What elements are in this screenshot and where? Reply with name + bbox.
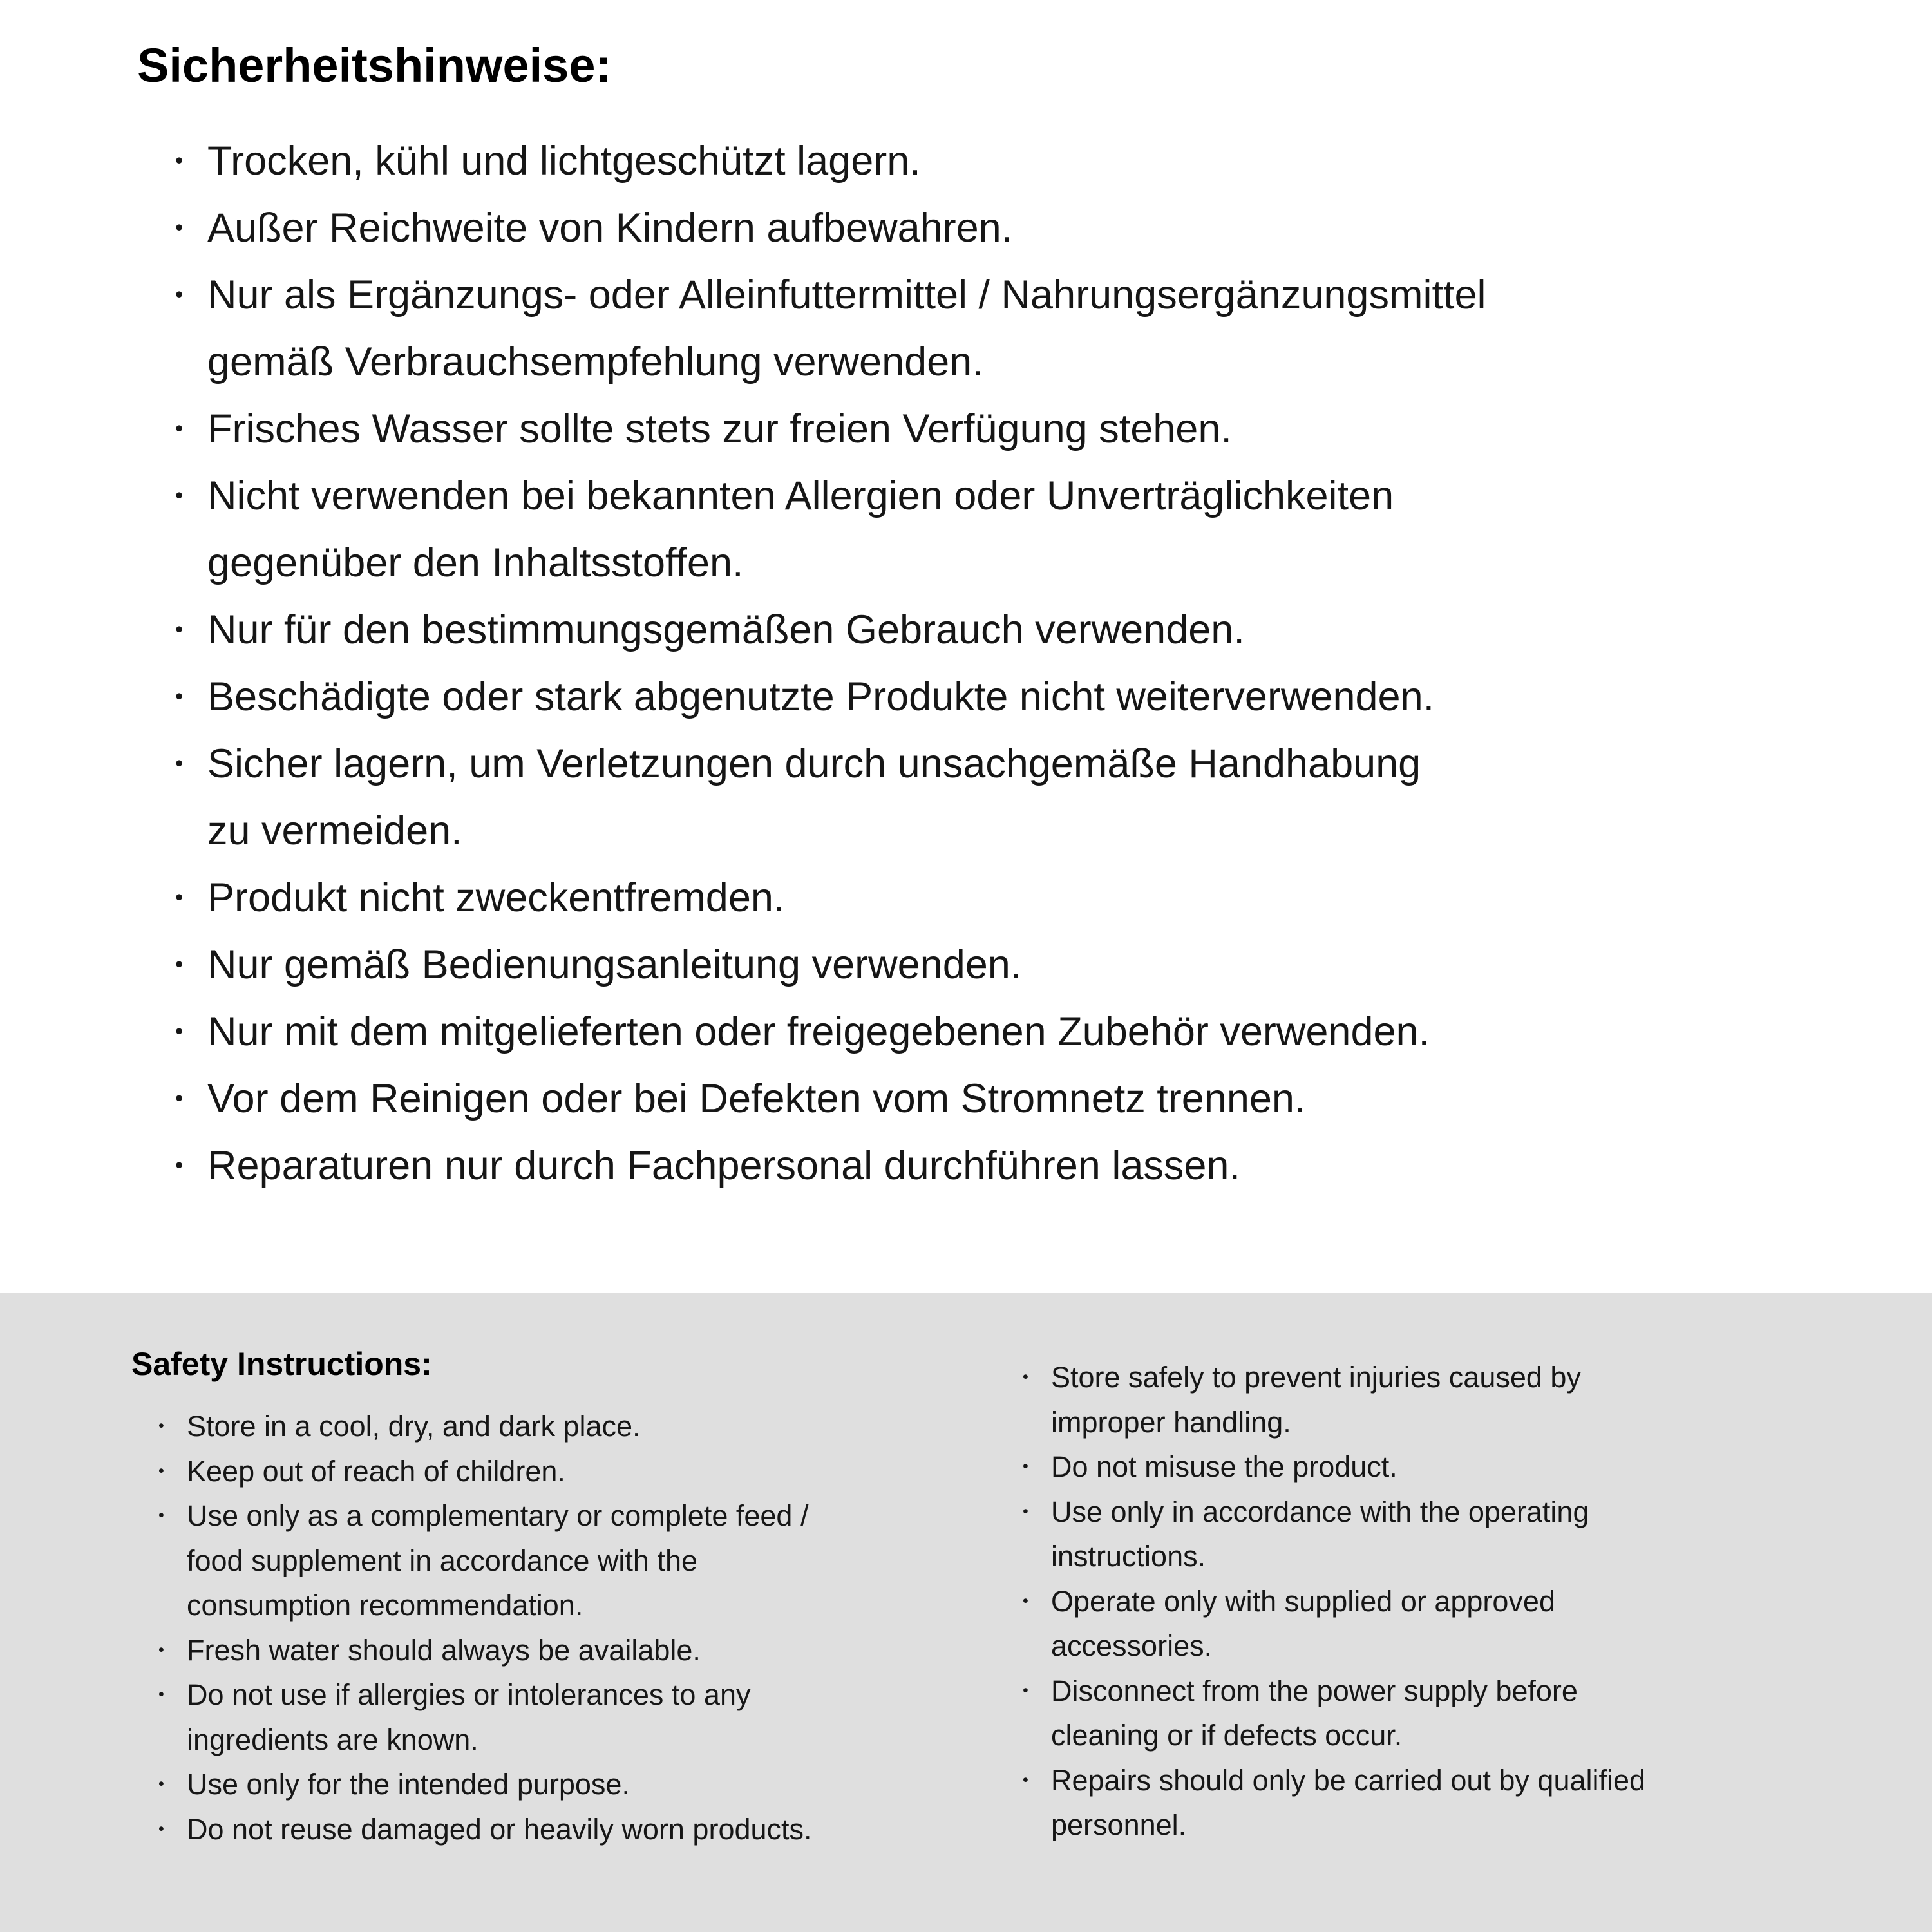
bullet-icon: • (1023, 1681, 1028, 1700)
instruction-line-text: Use only for the intended purpose. (187, 1768, 630, 1801)
bullet-icon: • (175, 483, 184, 508)
instruction-line-text: Use only in accordance with the operating (1051, 1495, 1589, 1528)
bullet-spacer (158, 1539, 187, 1584)
bullet-spacer (158, 1718, 187, 1763)
instruction-line-text: Use only as a complementary or complete feed / (187, 1499, 809, 1532)
instruction-line (175, 194, 1850, 261)
instruction-line (158, 1404, 996, 1449)
instruction-line (1023, 1400, 1899, 1445)
instruction-line-text: Außer Reichweite von Kindern aufbewahren. (207, 205, 1013, 251)
german-section-heading: Sicherheitshinweise: (137, 39, 612, 92)
bullet-icon: • (175, 416, 184, 441)
bullet-spacer (175, 797, 207, 864)
instruction-line-text: Store in a cool, dry, and dark place. (187, 1410, 641, 1443)
instruction-line (1023, 1713, 1899, 1758)
bullet-icon: • (175, 684, 184, 709)
english-safety-section (0, 1293, 1932, 1932)
instruction-line (158, 1539, 996, 1584)
bullet-spacer (158, 1583, 187, 1628)
instruction-line-text: Beschädigte oder stark abgenutzte Produkte nicht weiterverwenden. (207, 674, 1435, 719)
instruction-line (1023, 1534, 1899, 1579)
instruction-line (175, 1132, 1850, 1199)
instruction-line-text: cleaning or if defects occur. (1051, 1719, 1403, 1752)
bullet-spacer (1023, 1534, 1051, 1579)
instruction-line-text: Nur als Ergänzungs- oder Alleinfuttermittel / Nahrungsergänzungsmittel (207, 272, 1486, 317)
bullet-icon: • (175, 148, 184, 173)
instruction-line-text: Frisches Wasser sollte stets zur freien Verfügung stehen. (207, 406, 1232, 451)
bullet-icon: • (158, 1461, 164, 1480)
instruction-line-text: Repairs should only be carried out by qualified (1051, 1763, 1646, 1797)
instruction-line-text: ingredients are known. (187, 1723, 478, 1756)
instruction-line-text: consumption recommendation. (187, 1589, 583, 1622)
instruction-line (175, 261, 1850, 328)
instruction-line (1023, 1803, 1899, 1848)
bullet-spacer (175, 529, 207, 596)
bullet-spacer (1023, 1803, 1051, 1848)
instruction-line-text: Nicht verwenden bei bekannten Allergien oder Unverträglichkeiten (207, 473, 1394, 518)
instruction-line (1023, 1758, 1899, 1803)
bullet-icon: • (158, 1417, 164, 1435)
english-instructions-right-column (1023, 1355, 1899, 1848)
bullet-icon: • (175, 1153, 184, 1178)
instruction-line (1023, 1669, 1899, 1714)
instruction-line-text: Reparaturen nur durch Fachpersonal durchführen lassen. (207, 1143, 1240, 1188)
instruction-line (175, 128, 1850, 194)
bullet-icon: • (158, 1775, 164, 1793)
instruction-line-text: Nur mit dem mitgelieferten oder freigegebenen Zubehör verwenden. (207, 1009, 1430, 1054)
instruction-line (158, 1493, 996, 1539)
instruction-line-text: Keep out of reach of children. (187, 1454, 565, 1488)
instruction-line (175, 462, 1850, 529)
bullet-icon: • (175, 1019, 184, 1044)
instruction-line (158, 1628, 996, 1673)
instruction-line-text: Do not reuse damaged or heavily worn products. (187, 1812, 812, 1846)
instruction-line (175, 596, 1850, 663)
bullet-icon: • (175, 215, 184, 240)
instruction-line (158, 1449, 996, 1494)
instruction-line-text: Vor dem Reinigen oder bei Defekten vom Stromnetz trennen. (207, 1076, 1306, 1121)
bullet-icon: • (175, 751, 184, 776)
instruction-line (1023, 1624, 1899, 1669)
bullet-icon: • (175, 1086, 184, 1111)
instruction-line (158, 1718, 996, 1763)
bullet-spacer (175, 328, 207, 395)
instruction-line (175, 395, 1850, 462)
instruction-line-text: personnel. (1051, 1808, 1187, 1841)
instruction-line (175, 998, 1850, 1065)
instruction-line-text: Sicher lagern, um Verletzungen durch unsachgemäße Handhabung (207, 741, 1421, 786)
instruction-line-text: Disconnect from the power supply before (1051, 1674, 1578, 1707)
bullet-icon: • (158, 1640, 164, 1659)
instruction-line (175, 529, 1850, 596)
instruction-line-text: Operate only with supplied or approved (1051, 1584, 1555, 1618)
bullet-icon: • (1023, 1502, 1028, 1520)
bullet-icon: • (1023, 1591, 1028, 1610)
bullet-icon: • (1023, 1457, 1028, 1475)
instruction-line-text: Store safely to prevent injuries caused by (1051, 1361, 1581, 1394)
instruction-line (1023, 1355, 1899, 1400)
bullet-icon: • (175, 282, 184, 307)
instruction-line-text: Trocken, kühl und lichtgeschützt lagern. (207, 138, 921, 184)
german-instructions-list (175, 128, 1850, 1199)
instruction-line-text: accessories. (1051, 1629, 1213, 1662)
bullet-icon: • (158, 1819, 164, 1838)
instruction-line (175, 328, 1850, 395)
instruction-line (175, 1065, 1850, 1132)
instruction-line-text: instructions. (1051, 1540, 1206, 1573)
instruction-line (158, 1583, 996, 1628)
bullet-spacer (1023, 1624, 1051, 1669)
instruction-line (1023, 1579, 1899, 1624)
bullet-icon: • (175, 952, 184, 977)
instruction-line (158, 1807, 996, 1852)
instruction-line-text: gemäß Verbrauchsempfehlung verwenden. (207, 339, 983, 384)
instruction-line (1023, 1444, 1899, 1490)
bullet-icon: • (1023, 1368, 1028, 1386)
bullet-icon: • (158, 1506, 164, 1524)
instruction-line (158, 1672, 996, 1718)
instruction-line-text: Produkt nicht zweckentfremden. (207, 875, 785, 920)
english-instructions-left-column (158, 1404, 996, 1852)
instruction-line-text: Nur für den bestimmungsgemäßen Gebrauch verwenden. (207, 607, 1245, 652)
instruction-line (175, 931, 1850, 998)
bullet-icon: • (1023, 1770, 1028, 1789)
instruction-line-text: Nur gemäß Bedienungsanleitung verwenden. (207, 942, 1022, 987)
bullet-icon: • (175, 617, 184, 642)
instruction-line (1023, 1490, 1899, 1535)
bullet-icon: • (175, 885, 184, 910)
bullet-spacer (1023, 1713, 1051, 1758)
instruction-line (158, 1762, 996, 1807)
instruction-line-text: food supplement in accordance with the (187, 1544, 697, 1577)
instruction-line-text: Do not use if allergies or intolerances to any (187, 1678, 751, 1711)
instruction-line-text: zu vermeiden. (207, 808, 462, 853)
bullet-icon: • (158, 1685, 164, 1703)
bullet-spacer (1023, 1400, 1051, 1445)
english-section-heading: Safety Instructions: (131, 1346, 432, 1382)
instruction-line (175, 797, 1850, 864)
instruction-line (175, 730, 1850, 797)
instruction-line-text: gegenüber den Inhaltsstoffen. (207, 540, 744, 585)
instruction-line-text: Do not misuse the product. (1051, 1450, 1397, 1483)
instruction-line-text: improper handling. (1051, 1405, 1291, 1439)
instruction-line (175, 864, 1850, 931)
instruction-line (175, 663, 1850, 730)
instruction-line-text: Fresh water should always be available. (187, 1633, 701, 1667)
